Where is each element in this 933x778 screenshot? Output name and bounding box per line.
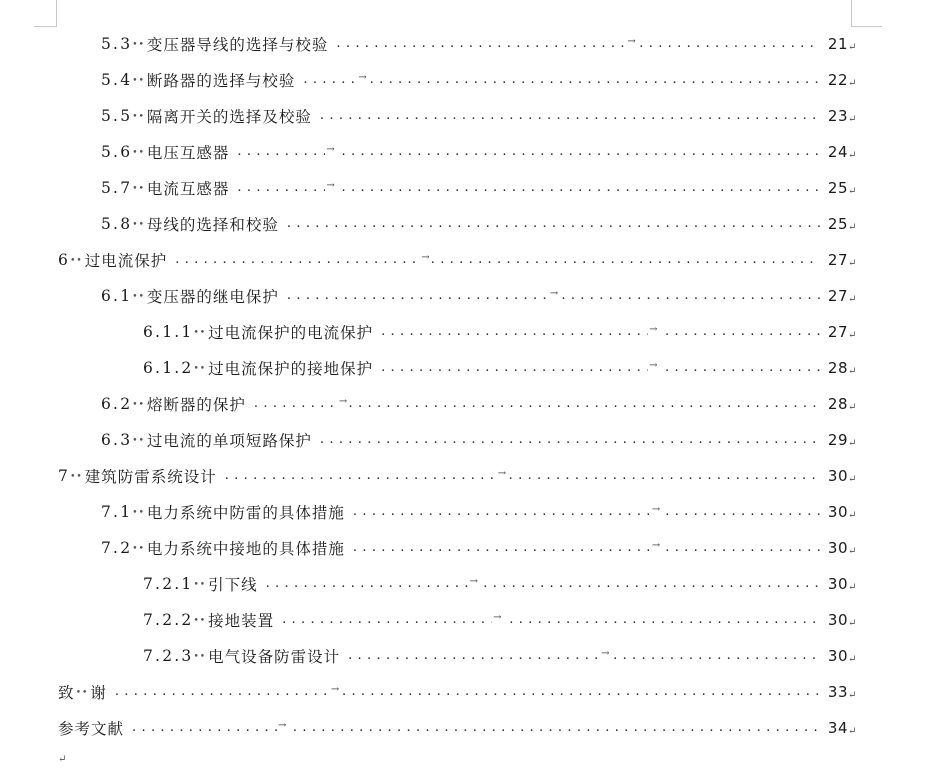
toc-entry-space-marks: •• bbox=[132, 148, 145, 158]
toc-entry-title: 断路器的选择与校验 bbox=[146, 72, 296, 90]
toc-entry[interactable] bbox=[101, 422, 858, 458]
toc-entry-space-marks: •• bbox=[75, 688, 89, 698]
toc-entry-dot-leader bbox=[254, 395, 820, 413]
toc-entry-space-marks: •• bbox=[132, 400, 145, 410]
toc-entry[interactable] bbox=[58, 458, 858, 494]
toc-entry-page-number: 27 bbox=[827, 323, 848, 341]
toc-entry-space-marks: •• bbox=[132, 508, 145, 518]
toc-entry[interactable] bbox=[101, 62, 858, 98]
toc-entry-number: 7.2.1 bbox=[143, 575, 194, 593]
tab-arrow-icon: . . . → bbox=[627, 36, 637, 47]
toc-entry[interactable] bbox=[143, 350, 858, 386]
paragraph-mark-icon: ↵ bbox=[848, 365, 857, 377]
toc-entry-number: 6 bbox=[58, 251, 71, 269]
toc-entry-number: 致 bbox=[58, 684, 76, 702]
paragraph-mark-icon: ↵ bbox=[848, 617, 857, 629]
paragraph-mark-icon: ↵ bbox=[848, 257, 857, 269]
toc-entry-dot-leader bbox=[287, 215, 820, 233]
toc-entry-dot-leader bbox=[336, 35, 820, 53]
tab-arrow-icon: . . . → bbox=[338, 396, 348, 407]
toc-entry-dot-leader bbox=[287, 287, 820, 305]
toc-entry[interactable] bbox=[101, 134, 858, 170]
toc-entry-title: 熔断器的保护 bbox=[146, 396, 246, 414]
toc-entry-number: 6.2 bbox=[101, 395, 133, 413]
toc-entry-title: 谢 bbox=[90, 684, 107, 702]
paragraph-mark-icon: ↵ bbox=[848, 293, 857, 305]
paragraph-mark-icon: ↵ bbox=[848, 473, 857, 485]
toc-entry-number: 6.1.2 bbox=[143, 359, 194, 377]
toc-entry-number: 7 bbox=[58, 467, 71, 485]
toc-entry-dot-leader bbox=[175, 251, 820, 269]
toc-entry-page-number: 30 bbox=[827, 611, 848, 629]
toc-entry-dot-leader bbox=[353, 539, 820, 557]
toc-entry-title: 建筑防雷系统设计 bbox=[84, 468, 217, 486]
toc-entry-space-marks: •• bbox=[132, 220, 145, 230]
paragraph-mark-icon: ↵ bbox=[848, 221, 857, 233]
paragraph-mark-icon: ↵ bbox=[848, 41, 857, 53]
paragraph-end-mark: ↵ bbox=[58, 754, 67, 765]
toc-entry-space-marks: •• bbox=[132, 112, 145, 122]
toc-entry-number: 7.1 bbox=[101, 503, 133, 521]
toc-entry[interactable] bbox=[143, 602, 858, 638]
toc-entry-dot-leader bbox=[282, 611, 820, 629]
tab-arrow-icon: . . . → bbox=[549, 288, 559, 299]
paragraph-mark-icon: ↵ bbox=[848, 581, 857, 593]
toc-entry-number: 5.7 bbox=[101, 179, 133, 197]
toc-entry-space-marks: •• bbox=[70, 256, 83, 266]
toc-entry-page-number: 21 bbox=[827, 35, 848, 53]
toc-entry-page-number: 23 bbox=[827, 107, 848, 125]
toc-entry-page-number: 28 bbox=[827, 395, 848, 413]
toc-entry[interactable] bbox=[101, 278, 858, 314]
tab-arrow-icon: . . . → bbox=[651, 504, 661, 515]
toc-entry-number: 6.3 bbox=[101, 431, 133, 449]
toc-entry-title: 引下线 bbox=[208, 576, 258, 594]
toc-entry[interactable] bbox=[58, 674, 858, 710]
toc-entry-number: 5.4 bbox=[101, 71, 133, 89]
toc-entry-title: 过电流的单项短路保护 bbox=[146, 432, 312, 450]
toc-entry-space-marks: •• bbox=[132, 436, 145, 446]
paragraph-mark-icon: ↵ bbox=[848, 113, 857, 125]
toc-entry[interactable] bbox=[143, 638, 858, 674]
toc-entry-dot-leader bbox=[237, 143, 820, 161]
toc-entry-space-marks: •• bbox=[193, 580, 207, 590]
paragraph-mark-icon: ↵ bbox=[848, 545, 857, 557]
margin-crop-mark-left bbox=[34, 0, 57, 27]
toc-entry-number: 5.3 bbox=[101, 35, 133, 53]
toc-entry-dot-leader bbox=[348, 647, 820, 665]
toc-entry-number: 6.1 bbox=[101, 287, 133, 305]
paragraph-mark-icon: ↵ bbox=[848, 437, 857, 449]
toc-entry-title: 电力系统中防雷的具体措施 bbox=[146, 504, 345, 522]
toc-entry-title: 过电流保护 bbox=[84, 252, 168, 270]
toc-entry-page-number: 25 bbox=[827, 179, 848, 197]
toc-entry-space-marks: •• bbox=[70, 472, 83, 482]
toc-entry-space-marks: •• bbox=[132, 40, 145, 50]
toc-entry-space-marks: •• bbox=[193, 328, 207, 338]
paragraph-mark-icon: ↵ bbox=[848, 725, 857, 737]
margin-crop-mark-right bbox=[851, 0, 882, 27]
toc-entry-space-marks: •• bbox=[132, 544, 145, 554]
toc-entry-dot-leader bbox=[225, 467, 820, 485]
tab-arrow-icon: . . . → bbox=[421, 252, 431, 263]
toc-entry-dot-leader bbox=[266, 575, 820, 593]
toc-entry-page-number: 30 bbox=[827, 503, 848, 521]
tab-arrow-icon: . . . → bbox=[493, 612, 502, 623]
toc-entry-title: 隔离开关的选择及校验 bbox=[146, 108, 312, 126]
tab-arrow-icon: . . . → bbox=[497, 468, 507, 479]
toc-entry-dot-leader bbox=[381, 359, 820, 377]
toc-entry-space-marks: •• bbox=[132, 184, 145, 194]
toc-entry-page-number: 25 bbox=[827, 215, 848, 233]
tab-arrow-icon: . . . → bbox=[326, 144, 336, 155]
toc-entry-dot-leader bbox=[237, 179, 820, 197]
toc-entry-number: 5.6 bbox=[101, 143, 133, 161]
toc-entry[interactable] bbox=[101, 494, 858, 530]
toc-entry-number: 5.8 bbox=[101, 215, 133, 233]
toc-entry-page-number: 30 bbox=[827, 539, 848, 557]
tab-arrow-icon: . . . → bbox=[330, 684, 340, 695]
toc-entry-page-number: 27 bbox=[827, 287, 848, 305]
toc-entry-dot-leader bbox=[303, 71, 820, 89]
paragraph-mark-icon: ↵ bbox=[848, 185, 857, 197]
toc-entry[interactable] bbox=[101, 98, 858, 134]
toc-entry-dot-leader bbox=[320, 107, 820, 125]
toc-entry-title: 过电流保护的接地保护 bbox=[208, 360, 374, 378]
paragraph-mark-icon: ↵ bbox=[848, 689, 857, 701]
paragraph-mark-icon: ↵ bbox=[848, 149, 857, 161]
toc-entry-title: 变压器导线的选择与校验 bbox=[146, 36, 329, 54]
toc-entry-space-marks: •• bbox=[193, 616, 207, 626]
toc-entry-title: 电气设备防雷设计 bbox=[208, 648, 341, 666]
toc-entry-page-number: 30 bbox=[827, 575, 848, 593]
toc-entry-number: 7.2.3 bbox=[143, 647, 194, 665]
toc-entry-title: 接地装置 bbox=[208, 612, 275, 630]
toc-entry[interactable] bbox=[101, 386, 858, 422]
toc-entry-dot-leader bbox=[132, 719, 820, 737]
toc-entry-title: 电力系统中接地的具体措施 bbox=[146, 540, 345, 558]
tab-arrow-icon: . . . → bbox=[601, 648, 610, 659]
toc-entry-space-marks: •• bbox=[132, 292, 145, 302]
tab-arrow-icon: . . . → bbox=[649, 360, 658, 371]
paragraph-mark-icon: ↵ bbox=[848, 401, 857, 413]
toc-entry-title: 电流互感器 bbox=[146, 180, 230, 198]
toc-entry[interactable] bbox=[58, 242, 858, 278]
tab-arrow-icon: . . . → bbox=[326, 180, 336, 191]
toc-entry-title: 参考文献 bbox=[58, 720, 125, 738]
toc-entry-number: 5.5 bbox=[101, 107, 133, 125]
toc-entry-title: 电压互感器 bbox=[146, 144, 230, 162]
toc-entry-dot-leader bbox=[320, 431, 820, 449]
toc-entry[interactable] bbox=[101, 26, 858, 62]
tab-arrow-icon: . . . → bbox=[358, 72, 368, 83]
tab-arrow-icon: . . . → bbox=[651, 540, 661, 551]
paragraph-mark-icon: ↵ bbox=[848, 653, 857, 665]
toc-entry[interactable] bbox=[101, 170, 858, 206]
toc-entry-title: 母线的选择和校验 bbox=[146, 216, 279, 234]
toc-entry-page-number: 24 bbox=[827, 143, 848, 161]
toc-entry-title: 过电流保护的电流保护 bbox=[208, 324, 374, 342]
toc-entry-space-marks: •• bbox=[193, 652, 207, 662]
paragraph-mark-icon: ↵ bbox=[848, 77, 857, 89]
toc-entry-page-number: 27 bbox=[827, 251, 848, 269]
toc-entry-page-number: 30 bbox=[827, 647, 848, 665]
toc-entry-space-marks: •• bbox=[193, 364, 207, 374]
toc-entry-page-number: 33 bbox=[827, 683, 848, 701]
toc-entry-page-number: 29 bbox=[827, 431, 848, 449]
toc-entry-page-number: 22 bbox=[827, 71, 848, 89]
paragraph-mark-icon: ↵ bbox=[848, 509, 857, 521]
toc-entry-dot-leader bbox=[381, 323, 820, 341]
paragraph-mark-icon: ↵ bbox=[848, 329, 857, 341]
tab-arrow-icon: . . . → bbox=[649, 324, 658, 335]
toc-entry-page-number: 28 bbox=[827, 359, 848, 377]
toc-entry-title: 变压器的继电保护 bbox=[146, 288, 279, 306]
toc-entry-space-marks: •• bbox=[132, 76, 145, 86]
toc-entry-dot-leader bbox=[353, 503, 820, 521]
tab-arrow-icon: . . . → bbox=[469, 576, 479, 587]
toc-entry[interactable] bbox=[58, 710, 858, 746]
toc-entry-number: 6.1.1 bbox=[143, 323, 194, 341]
toc-entry[interactable] bbox=[143, 566, 858, 602]
toc-entry[interactable] bbox=[101, 206, 858, 242]
toc-entry[interactable] bbox=[101, 530, 858, 566]
toc-entry-dot-leader bbox=[115, 683, 820, 701]
tab-arrow-icon: . . . → bbox=[278, 720, 287, 731]
toc-entry-number: 7.2.2 bbox=[143, 611, 194, 629]
toc-entry[interactable] bbox=[143, 314, 858, 350]
toc-entry-page-number: 30 bbox=[827, 467, 848, 485]
toc-entry-number: 7.2 bbox=[101, 539, 133, 557]
toc-entry-page-number: 34 bbox=[827, 719, 848, 737]
